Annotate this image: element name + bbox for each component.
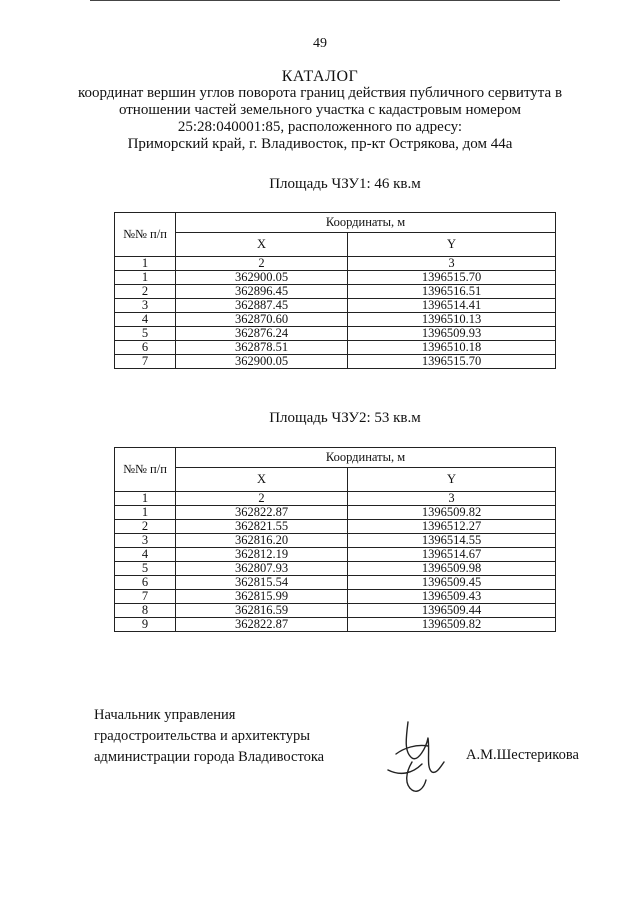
table-cell: 1 [115,257,176,271]
table-cell: 1396509.98 [348,562,556,576]
table-cell: 2 [176,492,348,506]
table-cell: 1 [115,271,176,285]
table-cell: 6 [115,576,176,590]
column-header-y: Y [348,468,556,492]
table-row [115,534,556,548]
table-row [115,618,556,632]
table-cell: 362896.45 [176,285,348,299]
table-cell: 1396509.44 [348,604,556,618]
table-cell: 362815.54 [176,576,348,590]
top-edge-line [90,0,560,1]
table-cell: 3 [348,257,556,271]
table-cell: 1396509.82 [348,506,556,520]
header-line-4: Приморский край, г. Владивосток, пр-кт Острякова, дом 44а [127,136,513,152]
table-row [115,341,556,355]
table-cell: 2 [176,257,348,271]
table-cell: 7 [115,590,176,604]
header-line-1: координат вершин углов поворота границ действия публичного сервитута в [77,85,563,101]
table-cell: 362870.60 [176,313,348,327]
table-row [115,548,556,562]
table-row [115,604,556,618]
table-cell: 362876.24 [176,327,348,341]
coordinates-table-1 [114,212,556,369]
table-row [115,299,556,313]
table-cell: 1396514.67 [348,548,556,562]
column-header-number: №№ п/п [115,448,176,492]
table-cell: 362812.19 [176,548,348,562]
column-header-number: №№ п/п [115,213,176,257]
area-title-1: Площадь ЧЗУ1: 46 кв.м [269,176,421,192]
table-cell: 3 [115,534,176,548]
column-header-x: X [176,233,348,257]
table-cell: 1396510.13 [348,313,556,327]
handwritten-signature [382,718,452,798]
table-cell: 7 [115,355,176,369]
table-cell: 1396514.55 [348,534,556,548]
column-header-coordinates: Координаты, м [176,213,556,233]
table-cell: 362821.55 [176,520,348,534]
table-row [115,506,556,520]
table-cell: 2 [115,285,176,299]
table-row [115,590,556,604]
table-row [115,562,556,576]
page-number: 49 [313,36,327,51]
table-cell: 5 [115,327,176,341]
table-row [115,355,556,369]
signer-name: А.М.Шестерикова [466,747,579,763]
column-header-coordinates: Координаты, м [176,448,556,468]
catalog-header [0,68,640,153]
table-cell: 2 [115,520,176,534]
table-cell: 1396514.41 [348,299,556,313]
table-cell: 1396512.27 [348,520,556,534]
table-cell: 1 [115,492,176,506]
signatory-line-3: администрации города Владивостока [94,749,325,765]
table-row [115,520,556,534]
table-cell: 9 [115,618,176,632]
column-header-x: X [176,468,348,492]
table-cell: 1 [115,506,176,520]
table-row [115,285,556,299]
table-cell: 3 [115,299,176,313]
column-header-y: Y [348,233,556,257]
table-row [115,327,556,341]
table-cell: 1396510.18 [348,341,556,355]
table-cell: 1396509.43 [348,590,556,604]
table-cell: 362807.93 [176,562,348,576]
table-cell: 362822.87 [176,506,348,520]
table-cell: 1396515.70 [348,271,556,285]
table-cell: 1396516.51 [348,285,556,299]
table-cell: 362878.51 [176,341,348,355]
column-index-row [115,492,556,506]
table-cell: 362816.59 [176,604,348,618]
table-cell: 1396509.82 [348,618,556,632]
coordinates-table-2 [114,447,556,632]
table-cell: 362822.87 [176,618,348,632]
table-cell: 4 [115,548,176,562]
table-cell: 1396515.70 [348,355,556,369]
signatory-line-2: градостроительства и архитектуры [94,728,311,744]
column-index-row [115,257,556,271]
header-line-3: 25:28:040001:85, расположенного по адресу: [177,119,463,135]
table-cell: 8 [115,604,176,618]
table-cell: 362815.99 [176,590,348,604]
signatory-position [94,705,324,768]
signatory-line-1: Начальник управления [94,707,236,723]
table-cell: 362900.05 [176,355,348,369]
header-line-2: отношении частей земельного участка с кадастровым номером [118,102,522,118]
catalog-title: КАТАЛОГ [281,68,359,85]
table-cell: 1396509.45 [348,576,556,590]
table-cell: 362887.45 [176,299,348,313]
area-title-2: Площадь ЧЗУ2: 53 кв.м [269,410,421,426]
table-cell: 3 [348,492,556,506]
table-cell: 1396509.93 [348,327,556,341]
table-cell: 5 [115,562,176,576]
table-row [115,313,556,327]
table-row [115,576,556,590]
table-cell: 6 [115,341,176,355]
table-cell: 362900.05 [176,271,348,285]
table-cell: 362816.20 [176,534,348,548]
table-row [115,271,556,285]
table-cell: 4 [115,313,176,327]
